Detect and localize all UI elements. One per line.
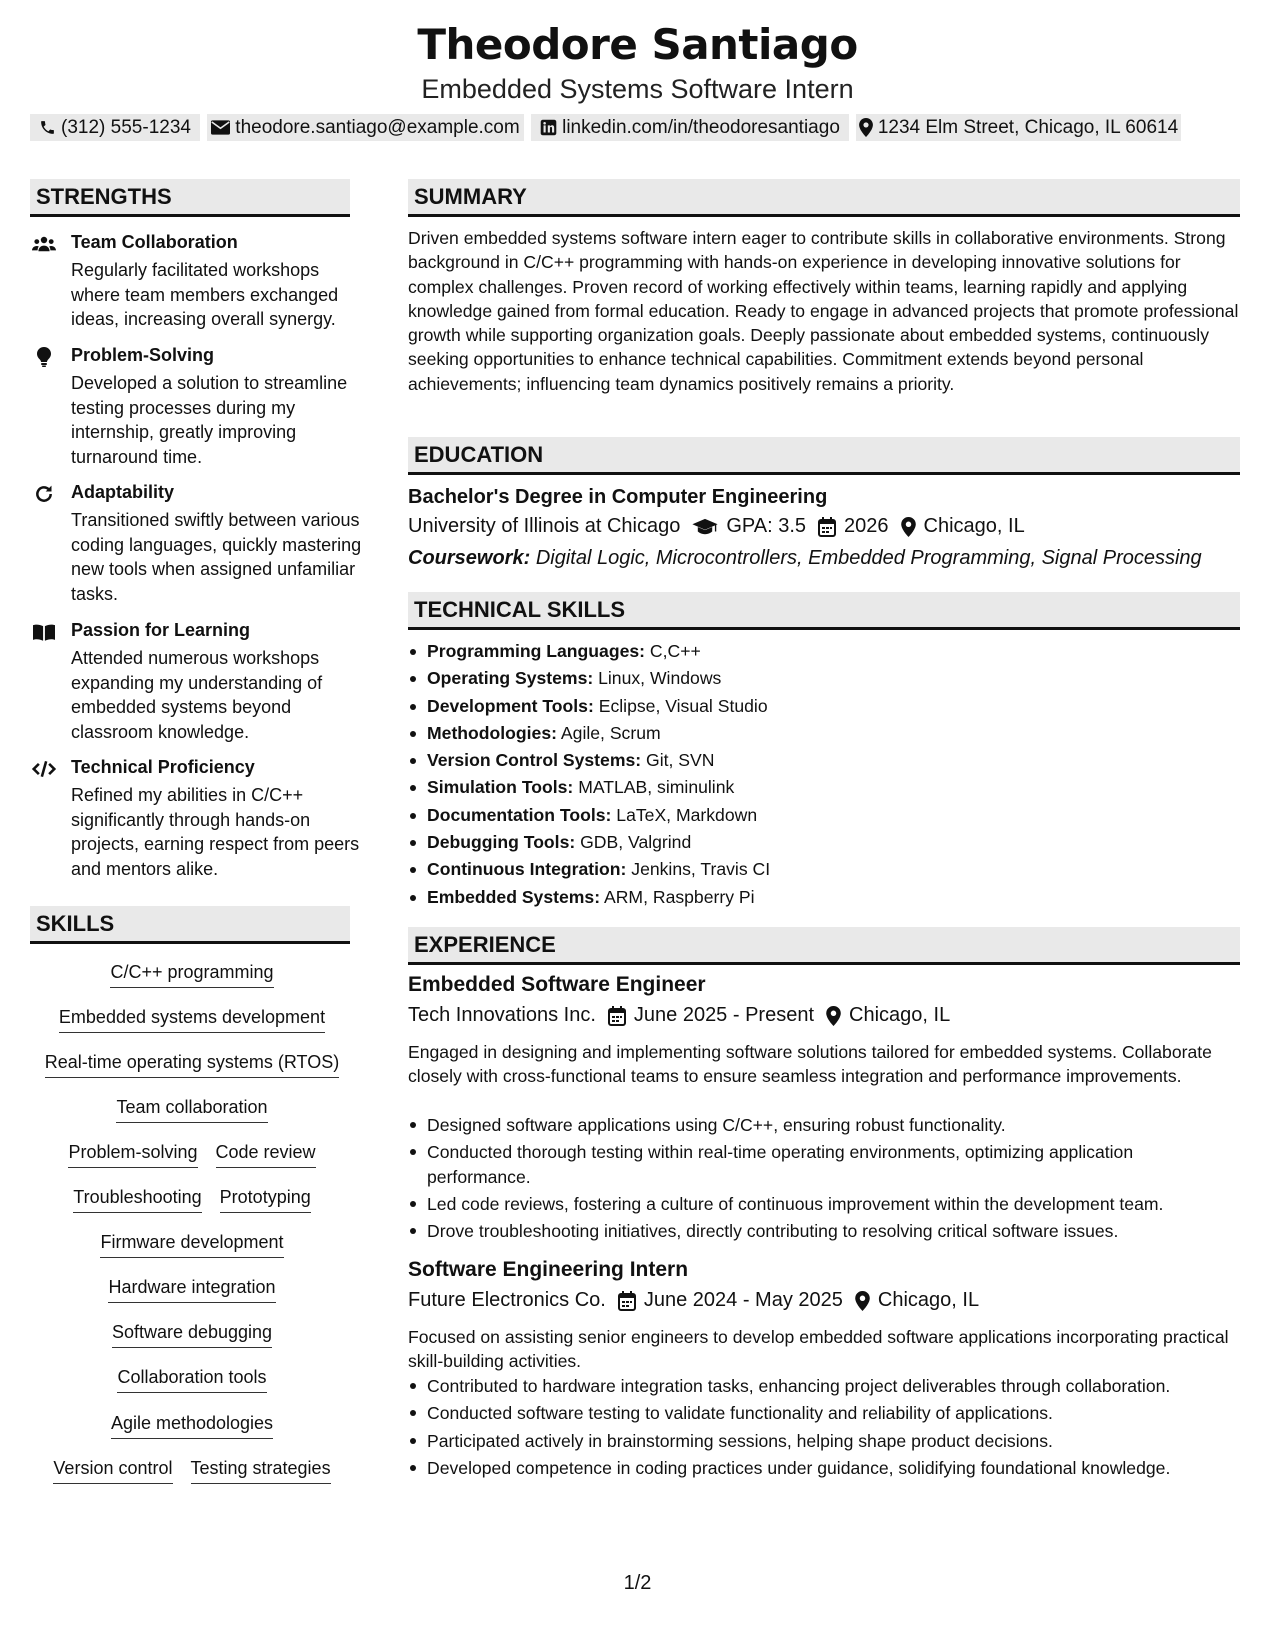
tech-skill-value: Git, SVN xyxy=(646,750,715,771)
skill-row xyxy=(32,1097,352,1123)
strength-description: Attended numerous workshops expanding my understanding of embedded systems beyond classroom knowledge. xyxy=(71,648,323,742)
skill-tag: Code review xyxy=(216,1142,316,1168)
list-item xyxy=(408,747,770,774)
skill-tag: Firmware development xyxy=(100,1232,283,1258)
skill-row xyxy=(32,962,352,988)
contact-email[interactable] xyxy=(207,114,524,141)
skills-heading: SKILLS xyxy=(30,906,350,944)
list-item xyxy=(408,638,770,665)
list-item xyxy=(408,693,770,720)
strength-description: Transitioned swiftly between various coding languages, quickly mastering new tools when assigned unfamiliar tasks. xyxy=(71,510,362,604)
tech-skill-label: Programming Languages: xyxy=(427,641,645,661)
coursework-line xyxy=(408,547,1202,570)
skill-tag: Problem-solving xyxy=(68,1142,197,1168)
list-item: Conducted thorough testing within real-time operating environments, optimizing application performance. xyxy=(408,1140,1240,1189)
skill-row xyxy=(32,1277,352,1303)
calendar-icon xyxy=(608,1006,626,1026)
users-icon xyxy=(32,234,56,254)
company-name: Future Electronics Co. xyxy=(408,1289,606,1311)
list-item: Led code reviews, fostering a culture of continuous improvement within the development team. xyxy=(408,1192,1240,1216)
list-item: Drove troubleshooting initiatives, directly contributing to resolving critical software issues. xyxy=(408,1219,1240,1243)
skill-tag: Agile methodologies xyxy=(111,1413,273,1439)
school-name: University of Illinois at Chicago xyxy=(408,515,681,537)
strength-title: Adaptability xyxy=(71,482,175,502)
job-dates: June 2025 - Present xyxy=(633,1004,815,1026)
strength-description: Refined my abilities in C/C++ significantly through hands-on projects, earning respect from peers and mentors alike. xyxy=(71,785,360,879)
tech-skill-value: GDB, Valgrind xyxy=(580,832,692,853)
envelope-icon xyxy=(211,120,230,135)
strength-title: Problem-Solving xyxy=(71,345,215,365)
graduation-year: 2026 xyxy=(844,515,889,537)
address-text: 1234 Elm Street, Chicago, IL 60614 xyxy=(877,116,1179,138)
job-meta xyxy=(408,1289,979,1312)
calendar-icon xyxy=(618,1291,636,1311)
job-meta xyxy=(408,1004,950,1027)
strength-title: Technical Proficiency xyxy=(71,757,255,777)
tech-skill-label: Documentation Tools: xyxy=(427,804,612,825)
list-item xyxy=(408,802,770,829)
email-text: theodore.santiago@example.com xyxy=(235,116,520,138)
tech-skill-label: Continuous Integration: xyxy=(427,859,627,880)
skill-row xyxy=(32,1232,352,1258)
tech-skill-value: C,C++ xyxy=(649,641,701,661)
job-description: Engaged in designing and implementing software solutions tailored for embedded systems. Collaborate closely with cross-functional teams to ensure seamless integration and performance improvements. xyxy=(408,1042,1212,1087)
location-pin-icon xyxy=(826,1006,841,1026)
list-item xyxy=(408,829,770,856)
skill-row xyxy=(32,1187,352,1213)
linkedin-text: linkedin.com/in/theodoresantiago xyxy=(562,116,840,138)
education-heading: EDUCATION xyxy=(408,437,1240,475)
skill-tag: Testing strategies xyxy=(191,1458,331,1484)
job-bullets xyxy=(408,1374,1240,1483)
skill-tag: Real-time operating systems (RTOS) xyxy=(45,1052,339,1078)
skill-tag: Prototyping xyxy=(220,1187,311,1213)
location-pin-icon xyxy=(859,118,873,137)
coursework-label: Coursework: xyxy=(408,547,531,569)
list-item: Developed competence in coding practices under guidance, solidifying foundational knowledge. xyxy=(408,1456,1240,1480)
contact-address xyxy=(856,114,1181,141)
skill-row xyxy=(32,1458,352,1484)
job-title: Embedded Software Engineer xyxy=(408,973,706,996)
tech-skill-label: Version Control Systems: xyxy=(427,750,642,771)
job-location: Chicago, IL xyxy=(849,1004,951,1026)
skill-row xyxy=(32,1142,352,1168)
book-open-icon xyxy=(32,622,56,642)
strength-title: Passion for Learning xyxy=(71,620,251,640)
list-item xyxy=(408,856,770,883)
tech-skill-label: Embedded Systems: xyxy=(427,886,601,907)
list-item: Conducted software testing to validate functionality and reliability of applications. xyxy=(408,1401,1240,1425)
location-pin-icon xyxy=(901,517,916,537)
technical-skills-heading: TECHNICAL SKILLS xyxy=(408,592,1240,630)
school-location: Chicago, IL xyxy=(923,515,1025,537)
degree-title: Bachelor's Degree in Computer Engineering xyxy=(408,486,828,508)
skill-row xyxy=(32,1413,352,1439)
list-item xyxy=(408,884,770,911)
company-name: Tech Innovations Inc. xyxy=(408,1004,596,1026)
tech-skill-value: Linux, Windows xyxy=(598,668,722,689)
contact-linkedin[interactable] xyxy=(531,114,849,141)
strength-description: Developed a solution to streamline testing processes during my internship, greatly improving turnaround time. xyxy=(71,373,348,467)
candidate-name: Theodore Santiago xyxy=(417,20,858,69)
skill-row xyxy=(32,1322,352,1348)
refresh-icon xyxy=(32,484,56,504)
job-description: Focused on assisting senior engineers to develop embedded software applications incorporating practical skill-building activities. xyxy=(408,1327,1229,1372)
skill-tag: Software debugging xyxy=(112,1322,272,1348)
tech-skill-value: Jenkins, Travis CI xyxy=(631,859,771,880)
strengths-heading: STRENGTHS xyxy=(30,179,350,217)
tech-skill-label: Debugging Tools: xyxy=(427,832,576,853)
tech-skill-label: Development Tools: xyxy=(427,695,594,716)
contact-bar xyxy=(30,114,1240,141)
code-icon xyxy=(32,759,56,779)
skill-tag: Troubleshooting xyxy=(73,1187,201,1213)
tech-skill-label: Simulation Tools: xyxy=(427,777,574,798)
skill-row xyxy=(32,1052,352,1078)
summary-heading: SUMMARY xyxy=(408,179,1240,217)
tech-skill-label: Methodologies: xyxy=(427,722,557,743)
tech-skill-value: Agile, Scrum xyxy=(560,722,661,743)
experience-heading: EXPERIENCE xyxy=(408,927,1240,965)
list-item xyxy=(408,720,770,747)
skill-tag: Hardware integration xyxy=(108,1277,275,1303)
list-item xyxy=(408,774,770,801)
skill-row xyxy=(32,1007,352,1033)
graduation-cap-icon xyxy=(692,518,718,536)
tech-skill-value: ARM, Raspberry Pi xyxy=(603,886,755,907)
candidate-title: Embedded Systems Software Intern xyxy=(421,74,854,104)
education-meta xyxy=(408,515,1025,538)
list-item: Designed software applications using C/C++, ensuring robust functionality. xyxy=(408,1113,1240,1137)
page-number: 1/2 xyxy=(623,1572,652,1594)
phone-text: (312) 555-1234 xyxy=(61,116,191,138)
job-title: Software Engineering Intern xyxy=(408,1258,689,1281)
linkedin-icon xyxy=(540,119,557,136)
coursework-list: Digital Logic, Microcontrollers, Embedded Programming, Signal Processing xyxy=(535,547,1202,569)
skill-row xyxy=(32,1367,352,1393)
job-dates: June 2024 - May 2025 xyxy=(643,1289,843,1311)
summary-text: Driven embedded systems software intern eager to contribute skills in collaborative environments. Strong background in C/C++ programming with hands-on experience in developing innovative solutions for complex challenges. Proven record of working effectively within teams, learning rapidly and applying knowledge gained from formal education. Ready to engage in advanced projects that promote professional growth while supporting organization goals. Deeply passionate about embedded systems, continuously seeking opportunities to enhance technical capabilities. Commitment extends beyond personal achievements; influencing team dynamics positively remains a priority. xyxy=(408,228,1239,394)
gpa-text: GPA: 3.5 xyxy=(726,515,807,537)
tech-skill-value: Eclipse, Visual Studio xyxy=(598,695,768,716)
skill-tag: C/C++ programming xyxy=(110,962,273,988)
skill-tag: Version control xyxy=(53,1458,172,1484)
list-item xyxy=(408,665,770,692)
job-bullets xyxy=(408,1113,1240,1246)
phone-icon xyxy=(39,119,56,136)
skill-tag: Collaboration tools xyxy=(117,1367,266,1393)
list-item: Contributed to hardware integration tasks, enhancing project deliverables through collaboration. xyxy=(408,1374,1240,1398)
skill-tag: Embedded systems development xyxy=(59,1007,325,1033)
strength-title: Team Collaboration xyxy=(71,232,238,252)
tech-skill-label: Operating Systems: xyxy=(427,668,594,689)
tech-skill-value: MATLAB, siminulink xyxy=(578,777,735,798)
contact-phone[interactable] xyxy=(30,114,200,141)
location-pin-icon xyxy=(855,1291,870,1311)
skill-tag: Team collaboration xyxy=(116,1097,267,1123)
list-item: Participated actively in brainstorming sessions, helping shape product decisions. xyxy=(408,1429,1240,1453)
job-location: Chicago, IL xyxy=(877,1289,980,1311)
lightbulb-icon xyxy=(32,347,56,367)
technical-skills-list xyxy=(408,638,770,911)
strength-description: Regularly facilitated workshops where team members exchanged ideas, increasing overall synergy. xyxy=(71,260,339,329)
tech-skill-value: LaTeX, Markdown xyxy=(616,804,758,825)
calendar-icon xyxy=(818,517,836,537)
